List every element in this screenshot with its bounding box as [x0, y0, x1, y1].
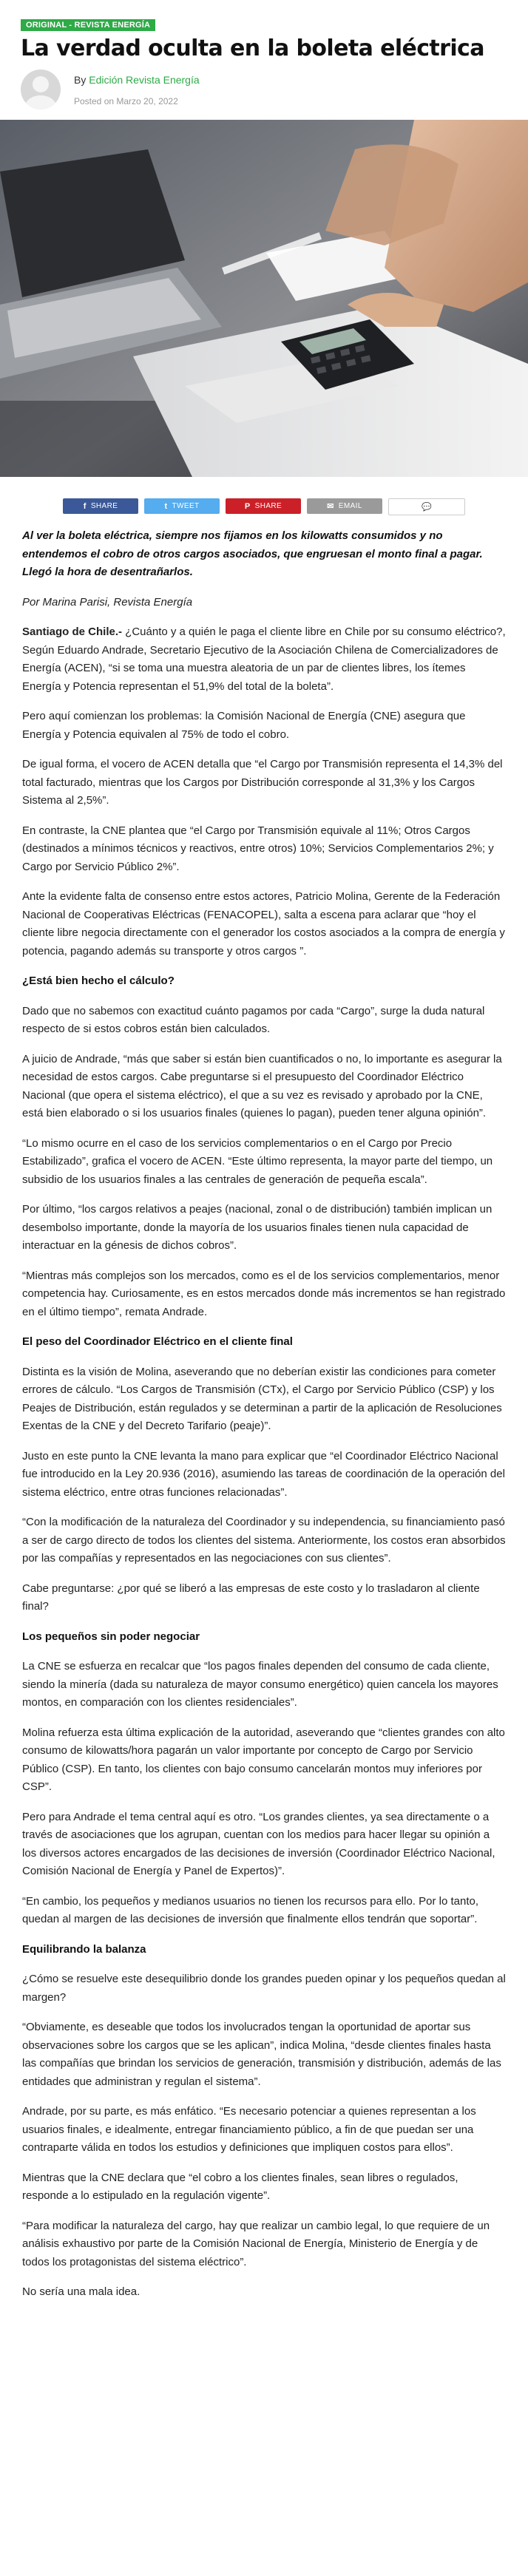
- posted-date: Posted on Marzo 20, 2022: [74, 96, 178, 106]
- paragraph: Pero para Andrade el tema central aquí es otro. “Los grandes clientes, ya sea directamente o a través de asociaciones que los agrupan, cuentan con los medios para hacer llegar su opinión a los diversos actores encargados de las decisiones de inversión (Coordinador Eléctrico Nacional, Comisión Nacional de Energía y Panel de Expertos)”.: [22, 1810, 495, 1877]
- paragraph: Andrade, por su parte, es más enfático. “Es necesario potenciar a quienes representan a los usuarios finales, e idealmente, entregar financiamiento público, a fin de que puedan ser una contraparte válida en todos los estudios y definiciones que impliquen costos para ellos”.: [22, 2105, 476, 2154]
- facebook-icon: f: [83, 501, 87, 511]
- tweet-label: TWEET: [172, 502, 200, 510]
- paragraph: En contraste, la CNE plantea que “el Cargo por Transmisión equivale al 11%; Otros Cargos (destinados a mínimos técnicos y reactivos, entre otros) 10%; Servicios Complementarios 2%; y Cargo por Servicio Público 2%”.: [22, 824, 494, 873]
- byline-author: [74, 74, 200, 86]
- paragraph: Por último, “los cargos relativos a peajes (nacional, zonal o de distribución) también implican un desembolso importante, donde la mayoría de los usuarios finales tienen nula capacidad de interactuar en la génesis de dichos cobros”.: [22, 1203, 493, 1252]
- paragraph: ¿Cómo se resuelve este desequilibrio donde los grandes pueden opinar y los pequeños quedan al margen?: [22, 1973, 506, 2004]
- author-avatar[interactable]: [21, 70, 61, 109]
- section-heading: El peso del Coordinador Eléctrico en el cliente final: [22, 1335, 293, 1348]
- paragraph: “Mientras más complejos son los mercados, como es el de los servicios complementarios, menor competencia hay. Curiosamente, es en estos mercados donde más incrementos se han registrado en el último tiempo”, remata Andrade.: [22, 1269, 506, 1318]
- paragraph: Mientras que la CNE declara que “el cobro a los clientes finales, sean libres o regulados, responde a lo estipulado en la regulación vigente”.: [22, 2171, 458, 2202]
- paragraph-text: ¿Cuánto y a quién le paga el cliente libre en Chile por su consumo eléctrico?, Según Eduardo Andrade, Secretario Ejecutivo de la Asociación Chilena de Comercializadores de Energía (ACEN), “si se toma una muestra aleatoria de un par de clientes libres, los ítemes Energía y Potencia representan el 51,9% del total de la boleta”.: [22, 626, 506, 693]
- twitter-icon: t: [164, 501, 168, 511]
- section-heading: Los pequeños sin poder negociar: [22, 1630, 200, 1643]
- article-lead: Al ver la boleta eléctrica, siempre nos fijamos en los kilowatts consumidos y no entendemos el cobro de otros cargos asociados, que engruesan el monto final a pagar. Llegó la hora de desentrañarlos.: [22, 529, 483, 578]
- hero-image: [0, 120, 528, 477]
- paragraph: Cabe preguntarse: ¿por qué se liberó a las empresas de este costo y lo trasladaron al cliente final?: [22, 1582, 480, 1613]
- paragraph: Justo en este punto la CNE levanta la mano para explicar que “el Coordinador Eléctrico Nacional fue introducido en la Ley 20.936 (2016), asumiendo las tareas de coordinación de la operación del sistema eléctrico, entre otras funciones relacionadas”.: [22, 1449, 505, 1499]
- pinterest-share-button[interactable]: [226, 498, 301, 514]
- share-bar: [0, 498, 528, 515]
- email-share-button[interactable]: [307, 498, 382, 514]
- category-badge[interactable]: ORIGINAL - REVISTA ENERGÍA: [21, 19, 155, 31]
- paragraph: La CNE se esfuerza en recalcar que “los pagos finales dependen del consumo de cada cliente, siendo la minería (dada su naturaleza de mayor consumo energético) quien cancela los mayores montos, en comparación con los clientes residenciales”.: [22, 1660, 498, 1709]
- paragraph: Ante la evidente falta de consenso entre estos actores, Patricio Molina, Gerente de la Federación Nacional de Cooperativas Eléctricas (FENACOPEL), salta a escena para aclarar que “hoy el cliente libre negocia directamente con el generador los costos asociados a la compra de energía y potencia, pagando además su transporte y otros cargos ”.: [22, 890, 505, 957]
- section-heading: Equilibrando la balanza: [22, 1942, 146, 1956]
- article-title: La verdad oculta en la boleta eléctrica: [21, 35, 484, 61]
- paragraph: Molina refuerza esta última explicación de la autoridad, aseverando que “clientes grandes con alto consumo de kilowatts/hora pagarán un valor importante por concepto de Cargo por Servicio Público (CSP). En tanto, los clientes con bajo consumo cancelarán montos muy inferiores por CSP”.: [22, 1726, 505, 1793]
- paragraph: Pero aquí comienzan los problemas: la Comisión Nacional de Energía (CNE) asegura que Energía y Potencia equivalen al 75% de todo el cobro.: [22, 710, 466, 741]
- paragraph: “Con la modificación de la naturaleza del Coordinador y su independencia, su financiamiento pasó a ser de cargo directo de todos los clientes del sistema. Anteriormente, los costos eran absorbidos por las compañías y representados en las negociaciones con sus clientes”.: [22, 1516, 506, 1565]
- paragraph: Distinta es la visión de Molina, aseverando que no deberían existir las condiciones para cometer errores de cálculo. “Los Cargos de Transmisión (CTx), el Cargo por Servicio Público (CSP) y los Peajes de Distribución, están regulados y se determinan a partir de la aplicación de Resoluciones Exentas de la CNE y del Decreto Tarifario (peaje)”.: [22, 1365, 502, 1432]
- author-link[interactable]: Edición Revista Energía: [89, 74, 200, 86]
- facebook-share-button[interactable]: [63, 498, 138, 514]
- comment-icon: 💬: [421, 503, 433, 512]
- by-label: By: [74, 74, 87, 86]
- paragraph: [22, 623, 506, 696]
- paragraph: De igual forma, el vocero de ACEN detalla que “el Cargo por Transmisión representa el 14,3% del total facturado, mientras que los Cargos por Distribución corresponde al 31,3% y los Cargos Sistema al 2,5%”.: [22, 758, 503, 807]
- byline: [21, 70, 507, 109]
- hero-photo-illustration: [0, 120, 528, 477]
- paragraph: No sería una mala idea.: [22, 2285, 141, 2298]
- dateline: Santiago de Chile.-: [22, 626, 123, 638]
- paragraph: “Para modificar la naturaleza del cargo, hay que realizar un cambio legal, lo que requiere de un análisis exhaustivo por parte de la Comisión Nacional de Energía, Ministerio de Energía y de todos los protagonistas del sistema eléctrico”.: [22, 2219, 490, 2268]
- author-line: Por Marina Parisi, Revista Energía: [22, 595, 193, 609]
- paragraph: A juicio de Andrade, “más que saber si están bien cuantificados o no, lo importante es asegurar la necesidad de estos cargos. Cabe preguntarse si el presupuesto del Coordinador Eléctrico Nacional (que opera el sistema eléctrico), el que a su vez es revisado y aprobado por la CNE, está bien elaborado o si los usuarios finales (quienes lo pagan), pueden tener alguna opinión”.: [22, 1052, 502, 1119]
- pinterest-icon: P: [244, 501, 251, 511]
- article-body: [0, 527, 528, 2302]
- paragraph: “Lo mismo ocurre en el caso de los servicios complementarios o en el Cargo por Precio Estabilizado”, grafica el vocero de ACEN. “Este último representa, la mayor parte del tiempo, un subsidio de los usuarios finales a las centrales de generación de pequeña escala”.: [22, 1136, 493, 1186]
- twitter-tweet-button[interactable]: [144, 498, 220, 514]
- paragraph: “En cambio, los pequeños y medianos usuarios no tienen los recursos para ello. Por lo tanto, quedan al margen de las decisiones de inversión que finalmente ellos tendrán que soportar”.: [22, 1894, 479, 1925]
- email-icon: ✉: [327, 502, 334, 511]
- paragraph: “Obviamente, es deseable que todos los involucrados tengan la oportunidad de aportar sus observaciones sobre los cargos que se les aplican”, indica Molina, “desde clientes finales hasta las compañías que brindan los servicios de generación, transmisión y distribución, además de las entidades que administran y regulan el sistema”.: [22, 2021, 501, 2088]
- email-label: EMAIL: [338, 502, 362, 510]
- share-label: SHARE: [254, 502, 282, 510]
- paragraph: Dado que no sabemos con exactitud cuánto pagamos por cada “Cargo”, surge la duda natural respecto de si estos cobros están bien calculados.: [22, 1004, 485, 1035]
- share-label: SHARE: [90, 502, 118, 510]
- comment-button[interactable]: [388, 498, 465, 515]
- section-heading: ¿Está bien hecho el cálculo?: [22, 975, 175, 987]
